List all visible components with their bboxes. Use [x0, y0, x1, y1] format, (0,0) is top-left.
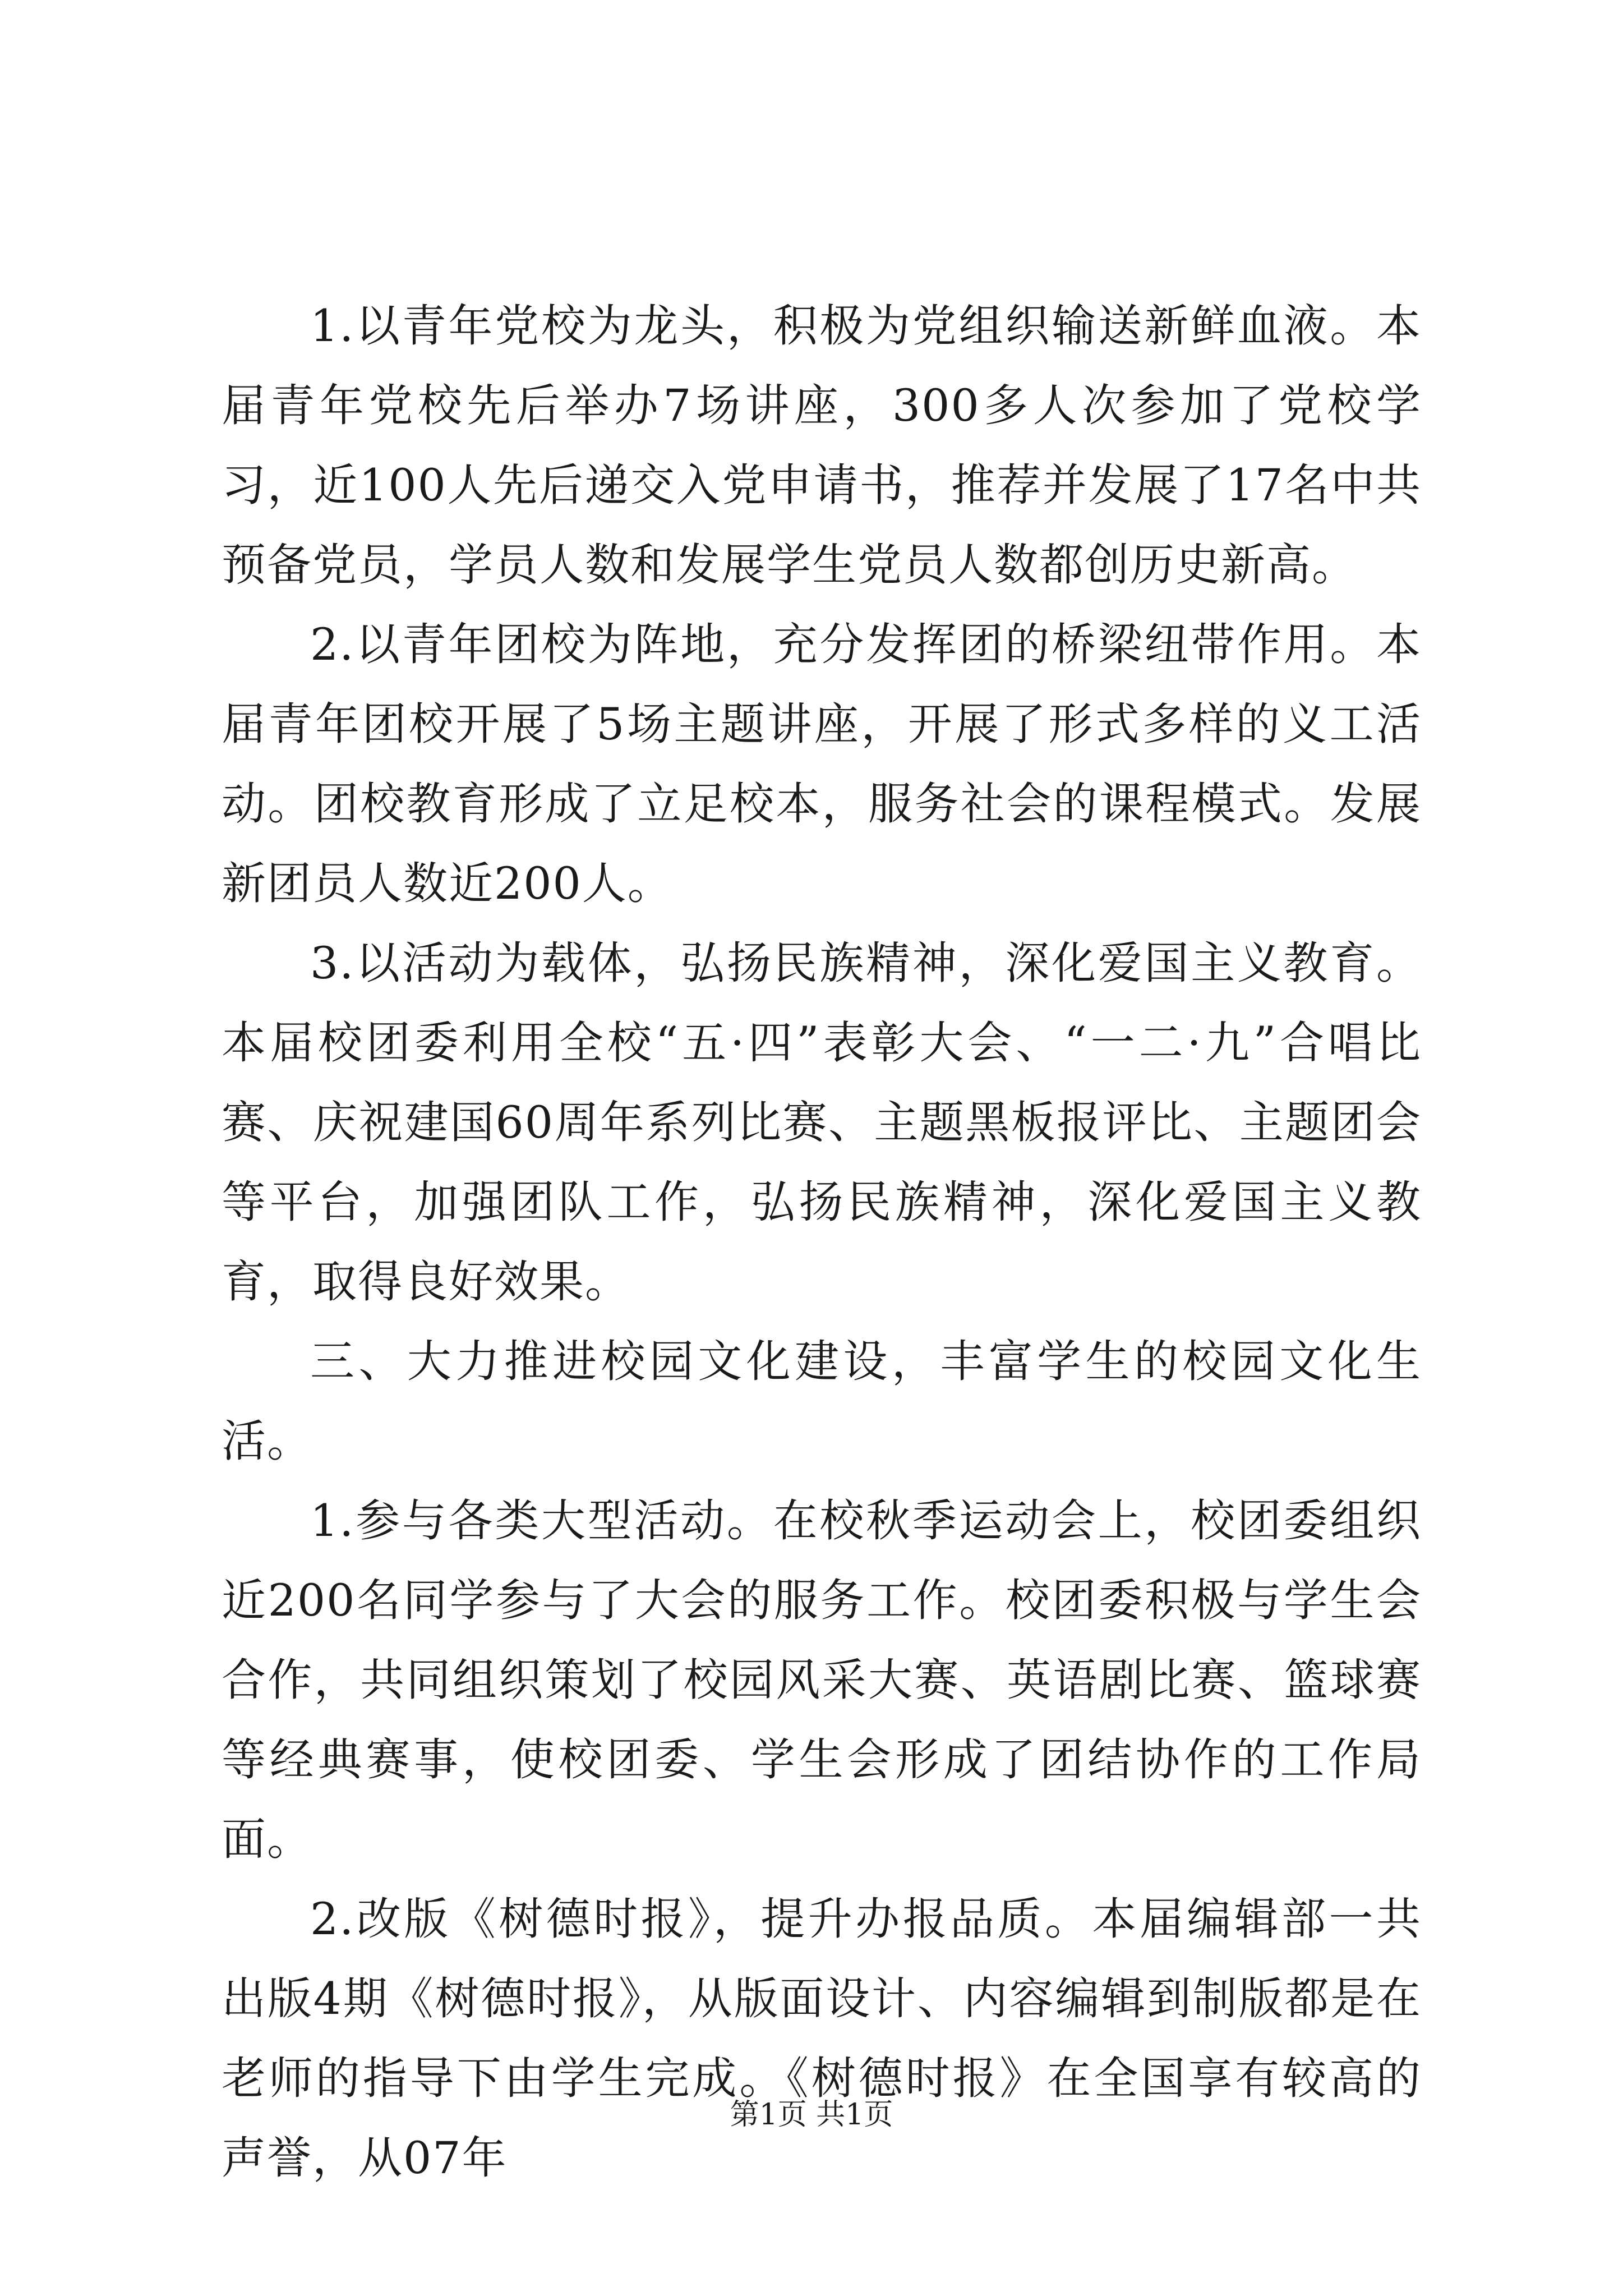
- paragraph-activities: 3.以活动为载体，弘扬民族精神，深化爱国主义教育。本届校团委利用全校“五·四”表彰大会、“一二·九”合唱比赛、庆祝建国60周年系列比赛、主题黑板报评比、主题团会等平台，加强团队工作，弘扬民族精神，深化爱国主义教育，取得良好效果。: [222, 937, 1422, 1308]
- page-footer: [0, 2095, 1623, 2134]
- paragraph-party-school: 1.以青年党校为龙头，积极为党组织输送新鲜血液。本届青年党校先后举办7场讲座，300多人次参加了党校学习，近100人先后递交入党申请书，推荐并发展了17名中共预备党员，学员人数和发展学生党员人数都创历史新高。: [222, 300, 1422, 591]
- paragraph-newspaper: 2.改版《树德时报》，提升办报品质。本届编辑部一共出版4期《树德时报》，从版面设计、内容编辑到制版都是在老师的指导下由学生完成。《树德时报》在全国享有较高的声誉，从07年: [222, 1893, 1422, 2184]
- document-body: [222, 286, 1422, 2198]
- paragraph-large-events: 1.参与各类大型活动。在校秋季运动会上，校团委组织近200名同学参与了大会的服务工作。校团委积极与学生会合作，共同组织策划了校园风采大赛、英语剧比赛、篮球赛等经典赛事，使校团委、学生会形成了团结协作的工作局面。: [222, 1495, 1422, 1865]
- paragraph-league-school: 2.以青年团校为阵地，充分发挥团的桥梁纽带作用。本届青年团校开展了5场主题讲座，开展了形式多样的义工活动。团校教育形成了立足校本，服务社会的课程模式。发展新团员人数近200人。: [222, 619, 1422, 909]
- page-number-label: 第1页 共1页: [730, 2098, 893, 2132]
- section-heading-campus-culture: 三、大力推进校园文化建设，丰富学生的校园文化生活。: [222, 1336, 1422, 1467]
